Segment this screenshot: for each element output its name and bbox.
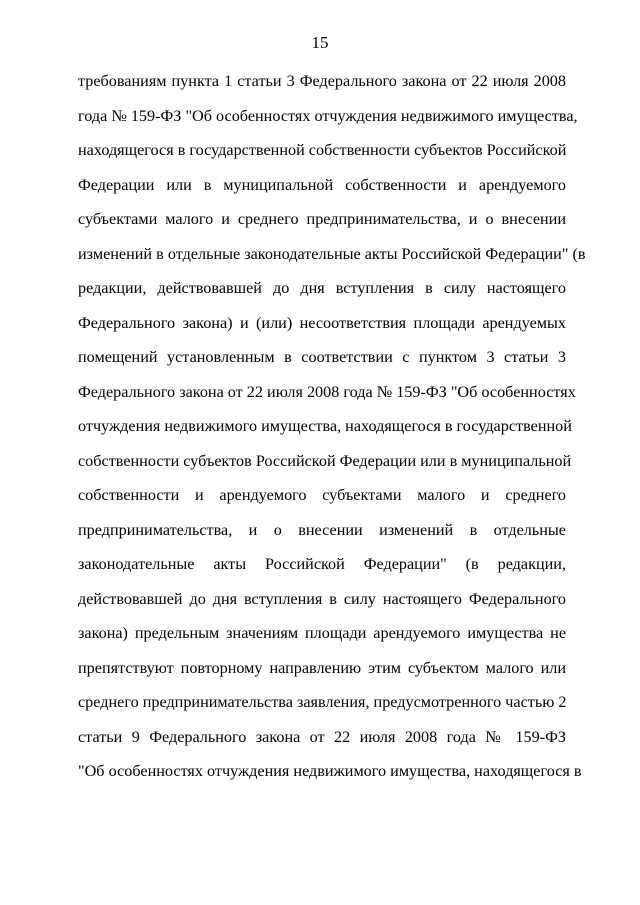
text-line: требованиям пункта 1 статьи 3 Федерального закона от 22 июля 2008 [78, 72, 566, 90]
text-line: статьи 9 Федерального закона от 22 июля 2008 года № 159-ФЗ [78, 727, 566, 746]
text-line: редакции, действовавшей до дня вступления в силу настоящего [78, 279, 566, 297]
text-line: собственности и арендуемого субъектами малого и среднего [78, 486, 566, 504]
text-line: субъектами малого и среднего предпринимательства, и о внесении [78, 210, 566, 228]
text-line: среднего предпринимательства заявления, предусмотренного частью 2 [78, 693, 567, 711]
page-number: 15 [311, 33, 329, 52]
text-line: Федерации или в муниципальной собственности и арендуемого [78, 175, 566, 194]
text-line: изменений в отдельные законодательные акты Российской Федерации" (в [78, 244, 586, 263]
text-line: действовавшей до дня вступления в силу настоящего Федерального [78, 589, 566, 608]
text-line: собственности субъектов Российской Федерации или в муниципальной [78, 451, 572, 470]
text-line: предпринимательства, и о внесении изменений в отдельные [78, 520, 566, 539]
text-line: отчуждения недвижимого имущества, находящегося в государственной [78, 417, 572, 435]
text-line: законодательные акты Российской Федерации" (в редакции, [78, 555, 566, 573]
text-line: года № 159-ФЗ "Об особенностях отчуждения недвижимого имущества, [78, 106, 578, 125]
text-line: закона) предельным значениям площади арендуемого имущества не [78, 624, 566, 642]
text-line: Федерального закона от 22 июля 2008 года № 159-ФЗ "Об особенностях [78, 382, 576, 401]
text-line: помещений установленным в соответствии с пунктом 3 статьи 3 [78, 348, 566, 366]
text-line: "Об особенностях отчуждения недвижимого имущества, находящегося в [78, 762, 582, 780]
text-line: Федерального закона) и (или) несоответствия площади арендуемых [78, 313, 566, 332]
text-line: находящегося в государственной собственности субъектов Российской [78, 141, 567, 159]
text-line: препятствуют повторному направлению этим субъектом малого или [78, 658, 566, 677]
document-body [78, 64, 586, 789]
